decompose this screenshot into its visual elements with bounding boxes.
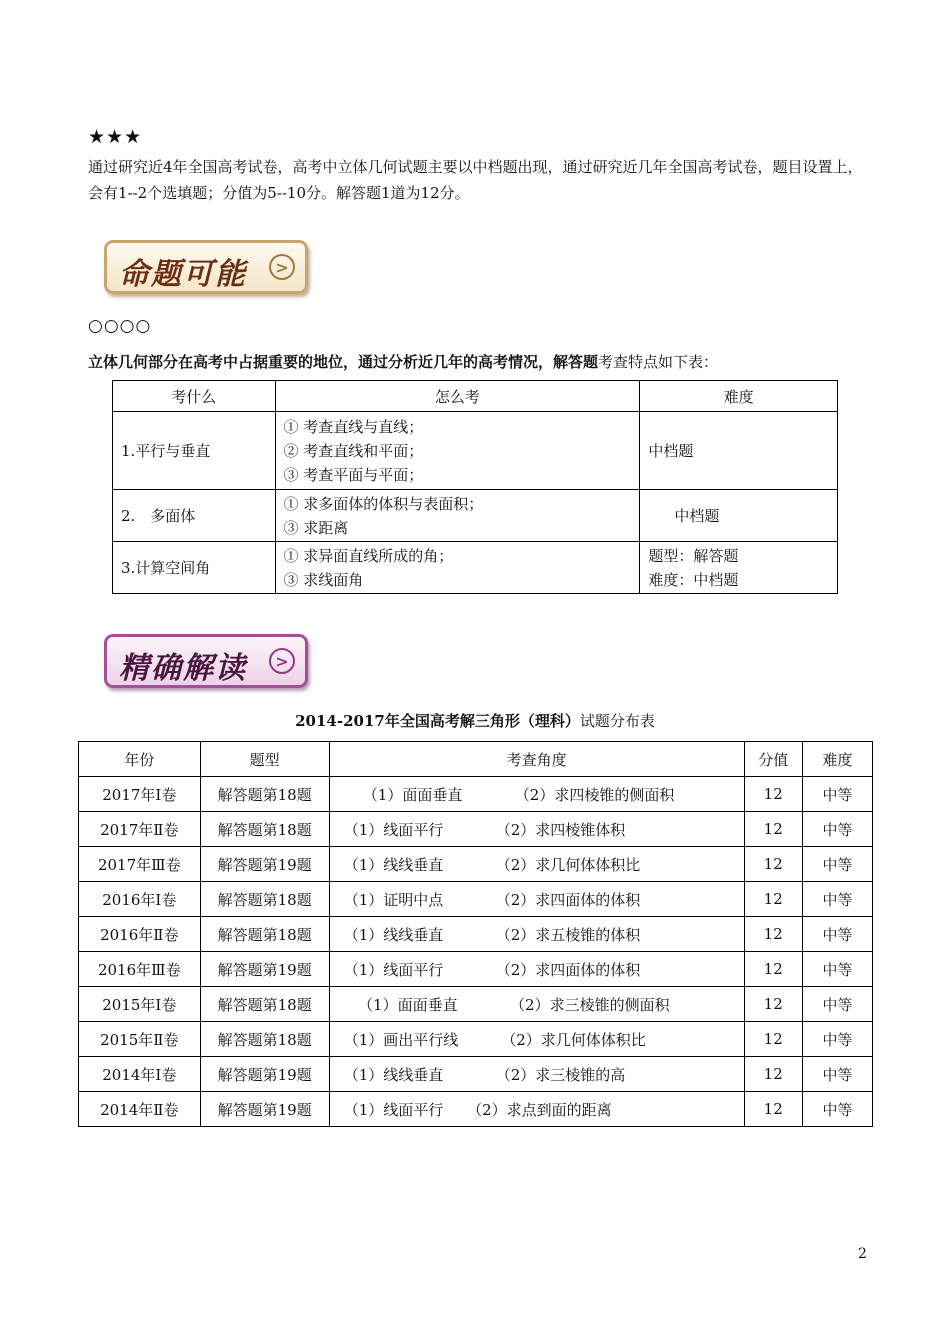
header-year: 年份: [79, 742, 201, 777]
table-row: [79, 847, 873, 882]
page-number: 2: [858, 1246, 867, 1262]
table-row: [113, 490, 838, 542]
cell-score: 12: [744, 777, 802, 812]
cell-score: 12: [744, 847, 802, 882]
row-how: [275, 542, 640, 594]
cell-year: 2015年Ⅰ卷: [79, 987, 201, 1022]
caption-bold: 2014-2017年全国高考解三角形（理科）: [295, 712, 580, 730]
cell-score: 12: [744, 987, 802, 1022]
cell-type: 解答题第18题: [200, 1022, 329, 1057]
chevron-right-icon: >: [269, 254, 295, 280]
row-how: [275, 412, 640, 490]
table-row: [79, 882, 873, 917]
difficulty-item: 中档题: [648, 441, 694, 460]
exam-features-table: [112, 380, 838, 594]
difficulty-stars: ★★★: [88, 126, 143, 148]
cell-angle: （1）线线垂直 （2）求几何体体积比: [329, 847, 744, 882]
cell-difficulty: 中等: [802, 882, 872, 917]
how-item: ③ 考查平面与平面；: [283, 465, 424, 484]
header-difficulty: 难度: [640, 381, 838, 412]
row-topic: 1.平行与垂直: [113, 412, 276, 490]
table-row: [113, 542, 838, 594]
cell-type: 解答题第18题: [200, 917, 329, 952]
how-item: ① 求异面直线所成的角；: [283, 546, 454, 565]
cell-type: 解答题第18题: [200, 812, 329, 847]
difficulty-item: 中档题: [674, 506, 720, 525]
cell-angle: （1）线面平行 （2）求四棱锥体积: [329, 812, 744, 847]
chevron-right-icon: >: [269, 648, 295, 674]
lead-bold: 立体几何部分在高考中占据重要的地位，通过分析近几年的高考情况，解答题: [88, 353, 599, 371]
table-row: [79, 1057, 873, 1092]
table-row: [79, 952, 873, 987]
cell-type: 解答题第18题: [200, 987, 329, 1022]
how-item: ③ 求距离: [283, 518, 349, 537]
cell-angle: （1）线面平行 （2）求四面体的体积: [329, 952, 744, 987]
cell-year: 2016年Ⅱ卷: [79, 917, 201, 952]
cell-year: 2014年Ⅰ卷: [79, 1057, 201, 1092]
circle-markers: ○○○○: [88, 316, 152, 336]
how-item: ① 求多面体的体积与表面积；: [283, 494, 484, 513]
cell-year: 2016年Ⅲ卷: [79, 952, 201, 987]
cell-year: 2017年Ⅰ卷: [79, 777, 201, 812]
cell-difficulty: 中等: [802, 1092, 872, 1127]
row-topic: 2. 多面体: [113, 490, 276, 542]
cell-score: 12: [744, 1022, 802, 1057]
table-row: [79, 917, 873, 952]
header-how: 怎么考: [275, 381, 640, 412]
cell-angle: （1）线面平行 （2）求点到面的距离: [329, 1092, 744, 1127]
cell-score: 12: [744, 812, 802, 847]
cell-difficulty: 中等: [802, 987, 872, 1022]
header-angle: 考查角度: [329, 742, 744, 777]
cell-angle: （1）线线垂直 （2）求三棱锥的高: [329, 1057, 744, 1092]
header-type: 题型: [200, 742, 329, 777]
row-topic: 3.计算空间角: [113, 542, 276, 594]
lead-normal: 考查特点如下表：: [598, 353, 719, 371]
header-difficulty: 难度: [802, 742, 872, 777]
table-row: [79, 1022, 873, 1057]
cell-year: 2017年Ⅱ卷: [79, 812, 201, 847]
banner-interpretation: [104, 634, 308, 688]
row-difficulty: [640, 490, 838, 542]
table-row: [79, 777, 873, 812]
difficulty-item: 难度：中档题: [648, 570, 739, 589]
cell-year: 2017年Ⅲ卷: [79, 847, 201, 882]
cell-year: 2016年Ⅰ卷: [79, 882, 201, 917]
cell-angle: （1）线线垂直 （2）求五棱锥的体积: [329, 917, 744, 952]
cell-score: 12: [744, 1057, 802, 1092]
intro-paragraph: 通过研究近4年全国高考试卷，高考中立体几何试题主要以中档题出现，通过研究近几年全国高考试卷，题目设置上，会有1--2个选填题；分值为5--10分。解答题1道为12分。: [88, 158, 863, 202]
caption-normal: 试题分布表: [579, 712, 655, 730]
row-difficulty: [640, 542, 838, 594]
cell-difficulty: 中等: [802, 952, 872, 987]
header-score: 分值: [744, 742, 802, 777]
cell-difficulty: 中等: [802, 777, 872, 812]
table-header-row: [79, 742, 873, 777]
table-row: [79, 1092, 873, 1127]
cell-difficulty: 中等: [802, 847, 872, 882]
cell-angle: （1）画出平行线 （2）求几何体体积比: [329, 1022, 744, 1057]
cell-type: 解答题第19题: [200, 952, 329, 987]
distribution-table: [78, 741, 873, 1127]
cell-difficulty: 中等: [802, 1022, 872, 1057]
banner-interpretation-label: 精确解读: [119, 651, 247, 686]
cell-score: 12: [744, 952, 802, 987]
cell-type: 解答题第18题: [200, 882, 329, 917]
cell-score: 12: [744, 1092, 802, 1127]
cell-type: 解答题第19题: [200, 1092, 329, 1127]
cell-score: 12: [744, 917, 802, 952]
row-difficulty: [640, 412, 838, 490]
table-header-row: [113, 381, 838, 412]
difficulty-item: 题型：解答题: [648, 546, 739, 565]
how-item: ② 考查直线和平面；: [283, 441, 424, 460]
cell-difficulty: 中等: [802, 1057, 872, 1092]
lead-sentence: [88, 350, 888, 374]
cell-type: 解答题第19题: [200, 1057, 329, 1092]
banner-prediction-label: 命题可能: [119, 257, 247, 292]
banner-prediction: [104, 240, 308, 294]
cell-difficulty: 中等: [802, 917, 872, 952]
cell-type: 解答题第18题: [200, 777, 329, 812]
cell-angle: （1）面面垂直 （2）求三棱锥的侧面积: [329, 987, 744, 1022]
cell-year: 2015年Ⅱ卷: [79, 1022, 201, 1057]
how-item: ① 考查直线与直线；: [283, 417, 424, 436]
table-row: [79, 812, 873, 847]
row-how: [275, 490, 640, 542]
how-item: ③ 求线面角: [283, 570, 364, 589]
header-what: 考什么: [113, 381, 276, 412]
table-row: [113, 412, 838, 490]
cell-type: 解答题第19题: [200, 847, 329, 882]
cell-angle: （1）证明中点 （2）求四面体的体积: [329, 882, 744, 917]
cell-score: 12: [744, 882, 802, 917]
cell-angle: （1）面面垂直 （2）求四棱锥的侧面积: [329, 777, 744, 812]
table-row: [79, 987, 873, 1022]
distribution-table-caption: [0, 710, 950, 731]
cell-year: 2014年Ⅱ卷: [79, 1092, 201, 1127]
cell-difficulty: 中等: [802, 812, 872, 847]
